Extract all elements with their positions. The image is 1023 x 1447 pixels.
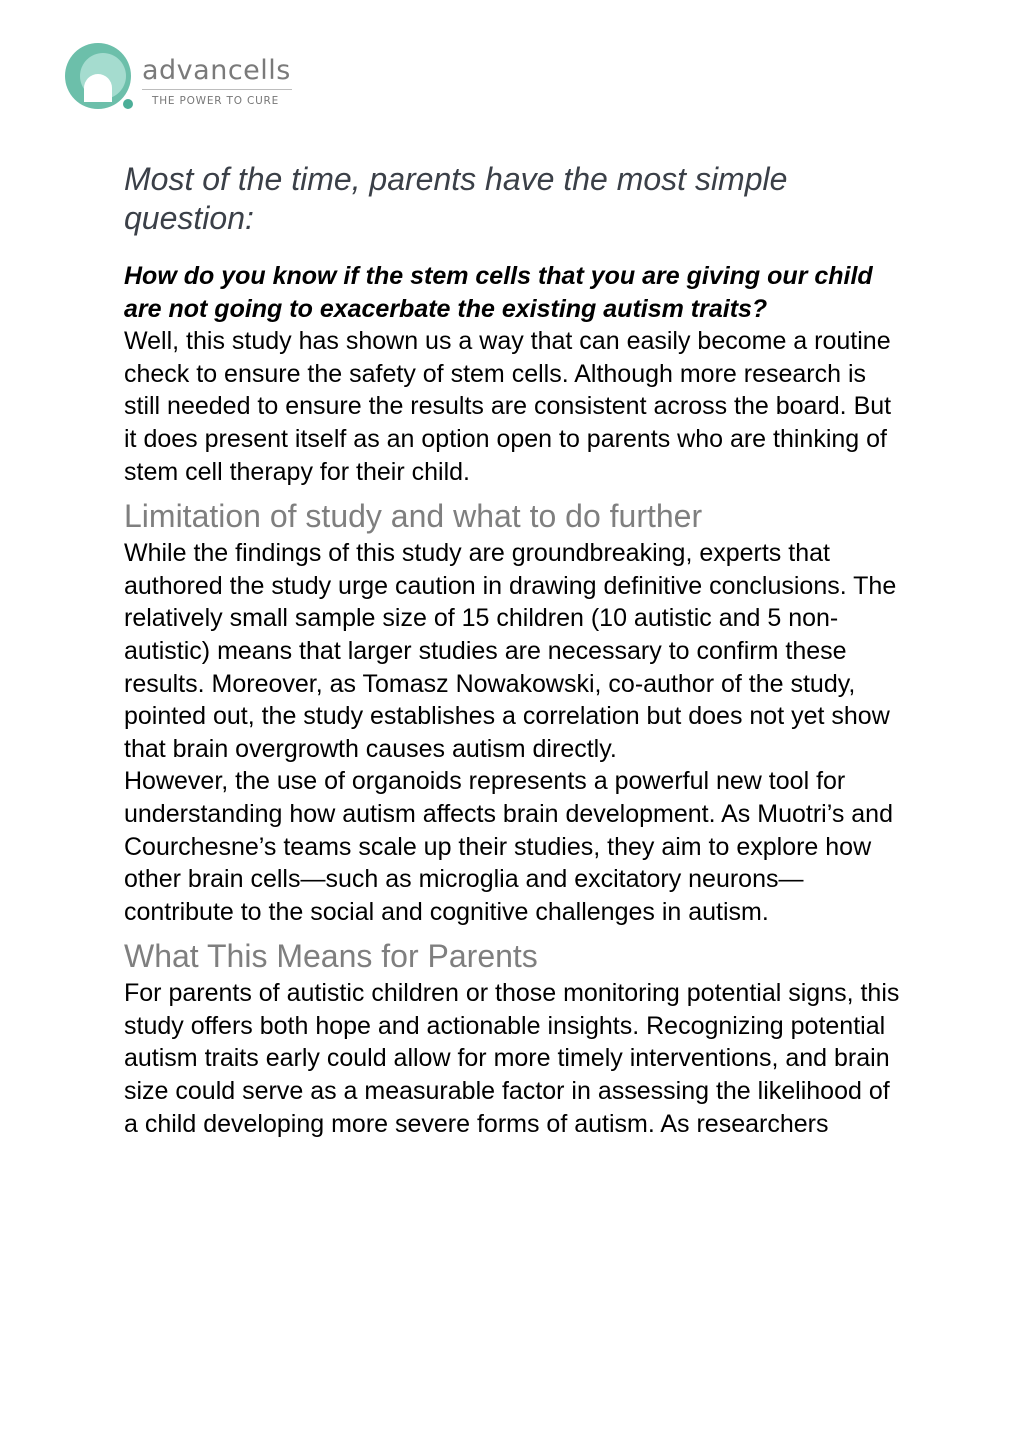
limitations-heading: Limitation of study and what to do further	[124, 498, 703, 535]
advancells-logo-icon	[64, 42, 136, 114]
limitations-paragraph-2: However, the use of organoids represents a powerful new tool for understanding how autism affects brain development. As Muotri’s and Courchesne’s teams scale up their studies, they aim to explore how other brain cells—such as microglia and excitatory neurons—contribute to the social and cognitive challenges in autism.	[124, 767, 893, 926]
brand-logo	[64, 42, 304, 114]
intro-question: Most of the time, parents have the most simple question:	[124, 161, 788, 236]
brand-tagline: THE POWER TO CURE	[152, 95, 280, 107]
main-question: How do you know if the stem cells that you are giving our child are not going to exacerbate the existing autism traits?	[124, 262, 873, 323]
answer-paragraph: Well, this study has shown us a way that can easily become a routine check to ensure the safety of stem cells. Although more research is still needed to ensure the results are consistent across the board. But it does present itself as an option open to parents who are thinking of stem cell therapy for their child.	[124, 327, 892, 486]
document-body	[124, 160, 909, 1140]
limitations-paragraph-1: While the findings of this study are groundbreaking, experts that authored the study urge caution in drawing definitive conclusions. The relatively small sample size of 15 children (10 autistic and 5 non-autistic) means that larger studies are necessary to confirm these results. Moreover, as Tomasz Nowakowski, co-author of the study, pointed out, the study establishes a correlation but does not yet show that brain overgrowth causes autism directly.	[124, 539, 897, 763]
parents-paragraph-1: For parents of autistic children or those monitoring potential signs, this study offers both hope and actionable insights. Recognizing potential autism traits early could allow for more timely interventions, and brain size could serve as a measurable factor in assessing the likelihood of a child developing more severe forms of autism. As researchers	[124, 979, 900, 1138]
logo-divider	[142, 89, 292, 90]
parents-heading: What This Means for Parents	[124, 938, 538, 975]
brand-wordmark: advancells	[142, 55, 291, 86]
